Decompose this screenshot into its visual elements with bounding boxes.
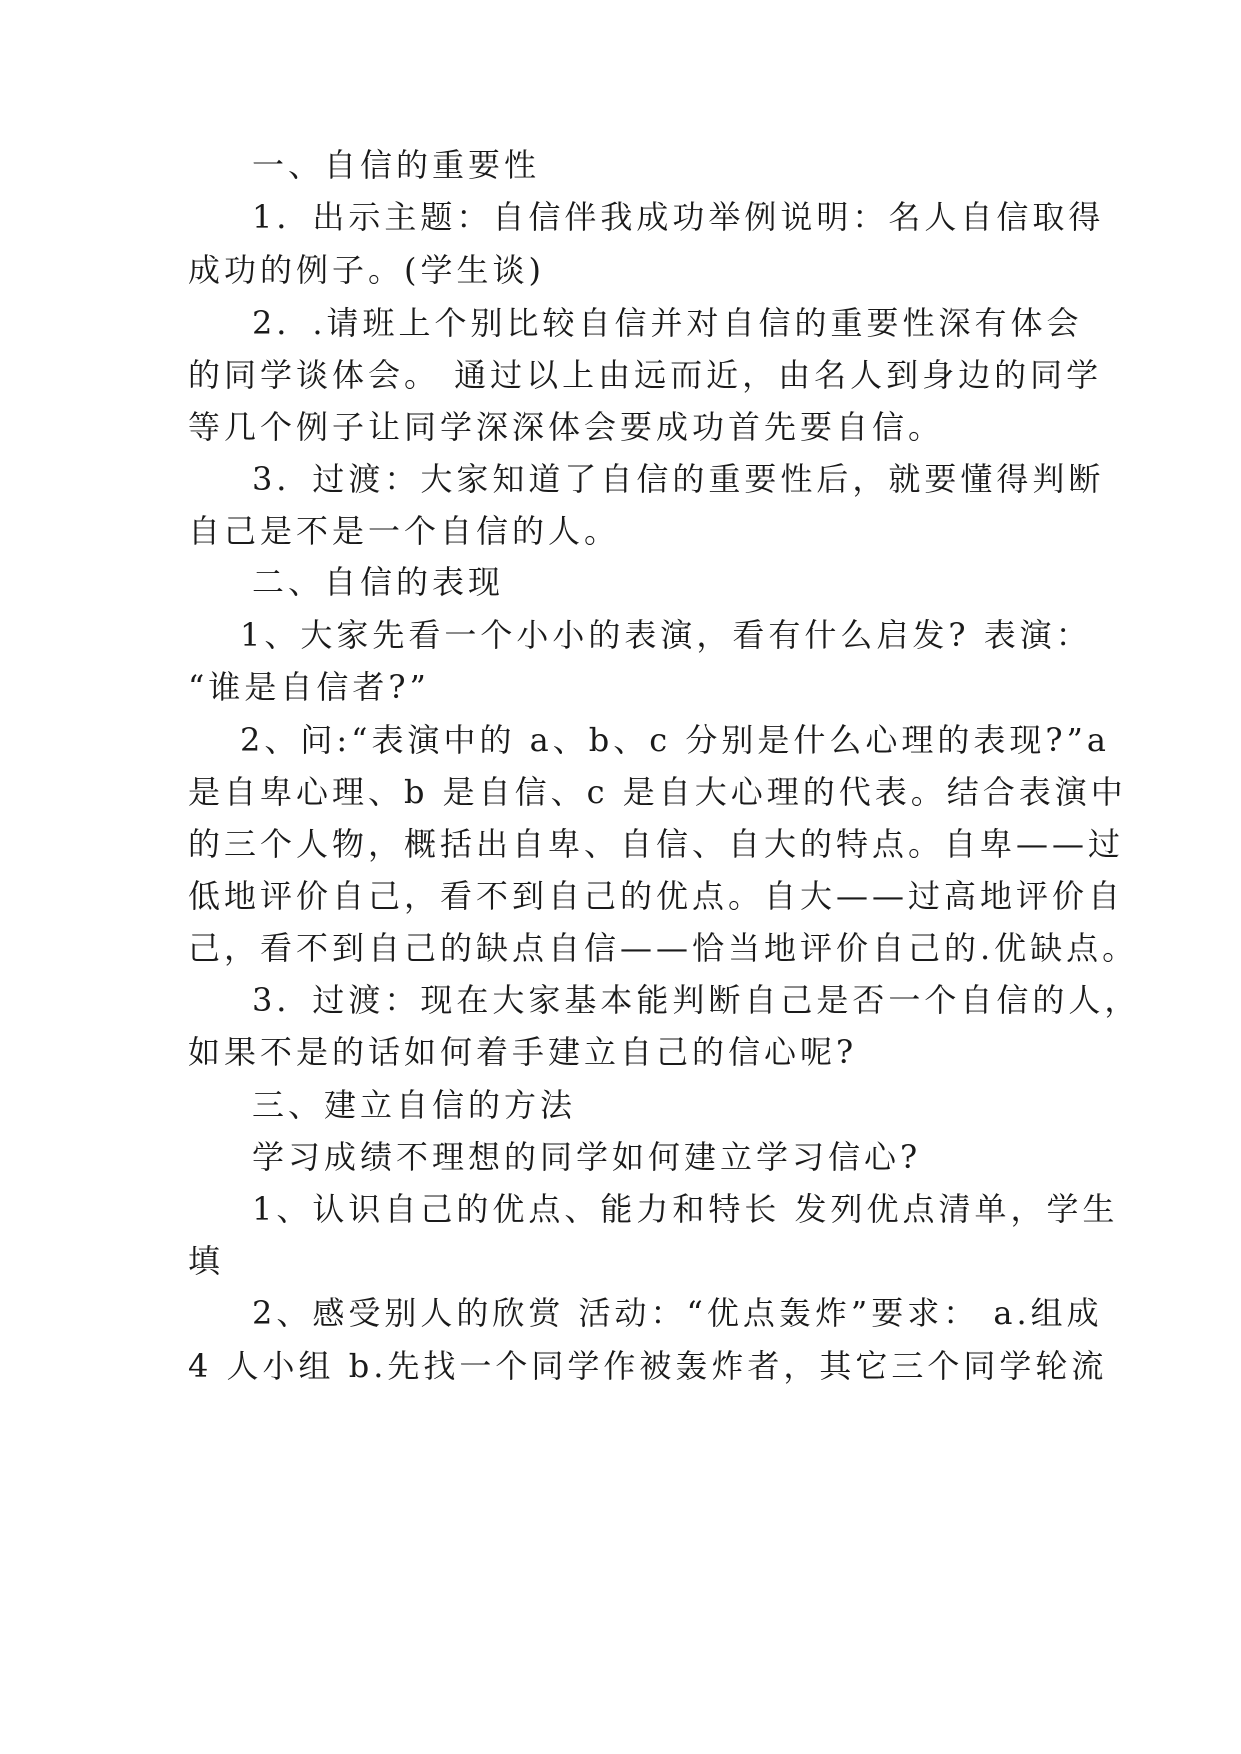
paragraph-line: 2．.请班上个别比较自信并对自信的重要性深有体会 [252,304,1083,342]
paragraph-line: 等几个例子让同学深深体会要成功首先要自信。 [188,408,945,446]
paragraph-line: 2、问:“表演中的 a、b、c 分别是什么心理的表现?”a [240,721,1110,759]
paragraph-line: 3．过渡：现在大家基本能判断自己是否一个自信的人， [252,981,1141,1019]
heading-importance: 一、自信的重要性 [252,146,541,184]
paragraph-line: 1．出示主题：自信伴我成功举例说明：名人自信取得 [252,198,1105,236]
paragraph-line: 如果不是的话如何着手建立自己的信心呢? [188,1033,858,1071]
paragraph-line: 自己是不是一个自信的人。 [188,512,621,550]
paragraph-line: 是自卑心理、b 是自信、c 是自大心理的代表。结合表演中 [188,773,1127,811]
paragraph-line: 1、大家先看一个小小的表演，看有什么启发? 表演： [240,616,1092,654]
paragraph-line: 1、认识自己的优点、能力和特长 发列优点清单，学生 [252,1190,1119,1228]
paragraph-line: 4 人小组 b.先找一个同学作被轰炸者，其它三个同学轮流 [188,1347,1108,1385]
paragraph-line: 3．过渡：大家知道了自信的重要性后，就要懂得判断 [252,460,1105,498]
paragraph-line: 填 [188,1242,225,1280]
heading-expression: 二、自信的表现 [252,563,505,601]
paragraph-line: 己，看不到自己的缺点自信——恰当地评价自己的.优缺点。 [188,929,1139,967]
paragraph-line: 学习成绩不理想的同学如何建立学习信心? [252,1138,922,1176]
paragraph-line: “谁是自信者?” [188,668,430,706]
paragraph-line: 低地评价自己，看不到自己的优点。自大——过高地评价自 [188,877,1125,915]
paragraph-line: 成功的例子。(学生谈) [188,251,545,289]
heading-methods: 三、建立自信的方法 [252,1086,577,1124]
paragraph-line: 的同学谈体会。 通过以上由远而近，由名人到身边的同学 [188,356,1103,394]
paragraph-line: 的三个人物，概括出自卑、自信、自大的特点。自卑——过 [188,825,1125,863]
paragraph-line: 2、感受别人的欣赏 活动：“优点轰炸”要求： a.组成 [252,1294,1103,1332]
